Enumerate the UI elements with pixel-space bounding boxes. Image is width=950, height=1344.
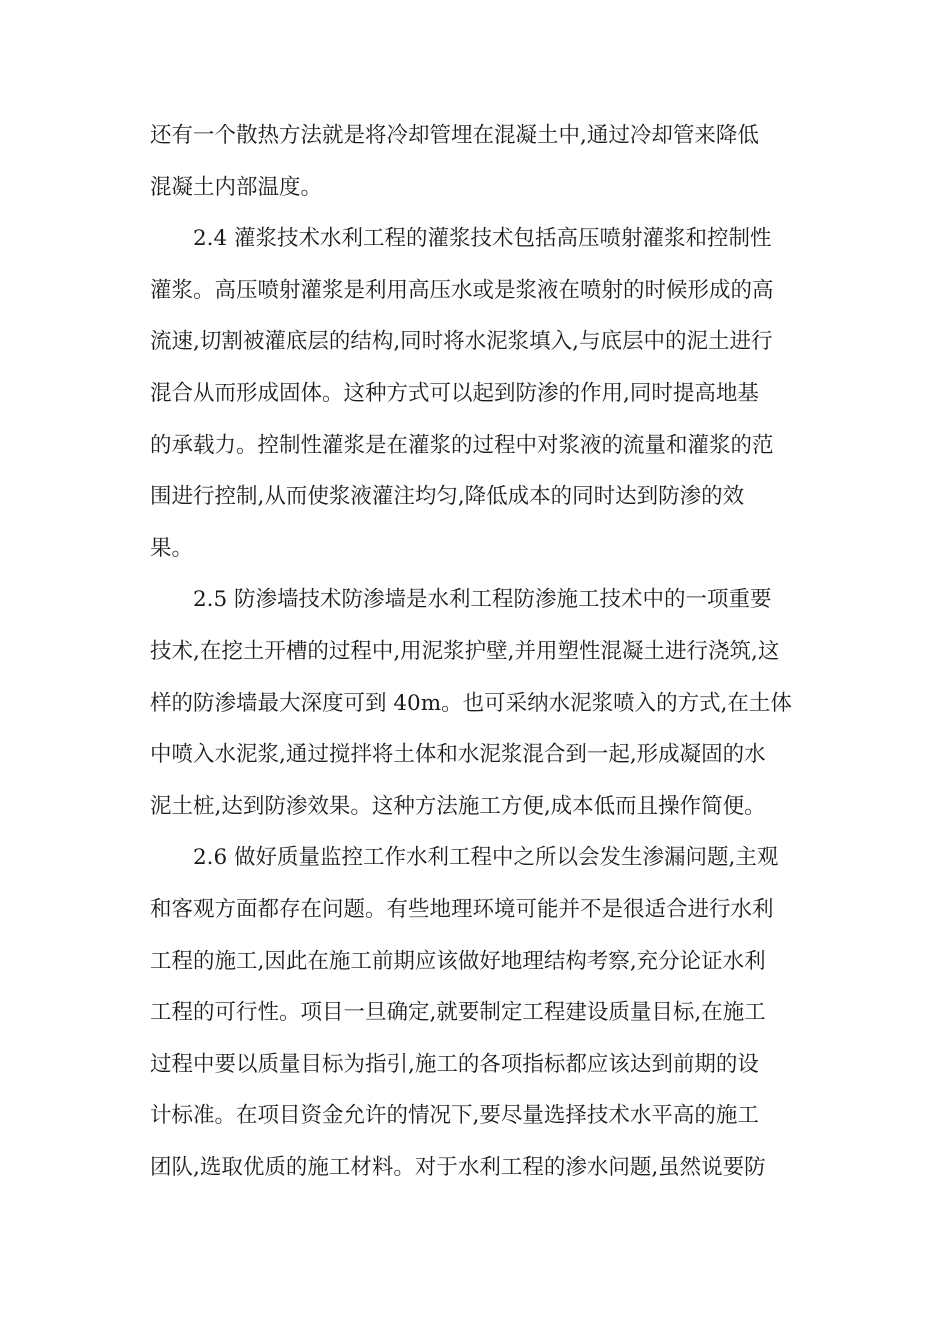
text-line: 工程的可行性。项目一旦确定,就要制定工程建设质量目标,在施工 — [150, 1000, 766, 1026]
text-line: 和客观方面都存在问题。有些地理环境可能并不是很适合进行水利 — [150, 896, 774, 922]
text-line: 中喷入水泥浆,通过搅拌将土体和水泥浆混合到一起,形成凝固的水 — [150, 742, 766, 768]
text-line: 混凝土内部温度。 — [150, 174, 323, 200]
text-line: 的承载力。控制性灌浆是在灌浆的过程中对浆液的流量和灌浆的范 — [150, 432, 774, 458]
text-line: 泥土桩,达到防渗效果。这种方法施工方便,成本低而且操作简便。 — [150, 793, 766, 819]
text-line: 团队,选取优质的施工材料。对于水利工程的渗水问题,虽然说要防 — [150, 1154, 766, 1180]
text-line: 2.6 做好质量监控工作水利工程中之所以会发生渗漏问题,主观 — [193, 845, 779, 871]
text-line: 2.4 灌浆技术水利工程的灌浆技术包括高压喷射灌浆和控制性 — [193, 226, 772, 252]
text-line: 2.5 防渗墙技术防渗墙是水利工程防渗施工技术中的一项重要 — [193, 587, 772, 613]
text-line: 围进行控制,从而使浆液灌注均匀,降低成本的同时达到防渗的效 — [150, 484, 745, 510]
text-line: 技术,在挖土开槽的过程中,用泥浆护壁,并用塑性混凝土进行浇筑,这 — [150, 638, 780, 664]
text-line: 混合从而形成固体。这种方式可以起到防渗的作用,同时提高地基 — [150, 380, 759, 406]
text-line: 样的防渗墙最大深度可到 40m。也可采纳水泥浆喷入的方式,在土体 — [150, 690, 792, 716]
text-line: 计标准。在项目资金允许的情况下,要尽量选择技术水平高的施工 — [150, 1103, 759, 1129]
text-line: 过程中要以质量目标为指引,施工的各项指标都应该达到前期的设 — [150, 1051, 759, 1077]
text-line: 还有一个散热方法就是将冷却管埋在混凝土中,通过冷却管来降低 — [150, 123, 759, 148]
text-line: 工程的施工,因此在施工前期应该做好地理结构考察,充分论证水利 — [150, 948, 766, 974]
text-line: 流速,切割被灌底层的结构,同时将水泥浆填入,与底层中的泥土进行 — [150, 329, 773, 355]
text-line: 果。 — [150, 535, 194, 561]
body-text — [150, 110, 810, 1193]
text-line: 灌浆。高压喷射灌浆是利用高压水或是浆液在喷射的时候形成的高 — [150, 277, 774, 303]
